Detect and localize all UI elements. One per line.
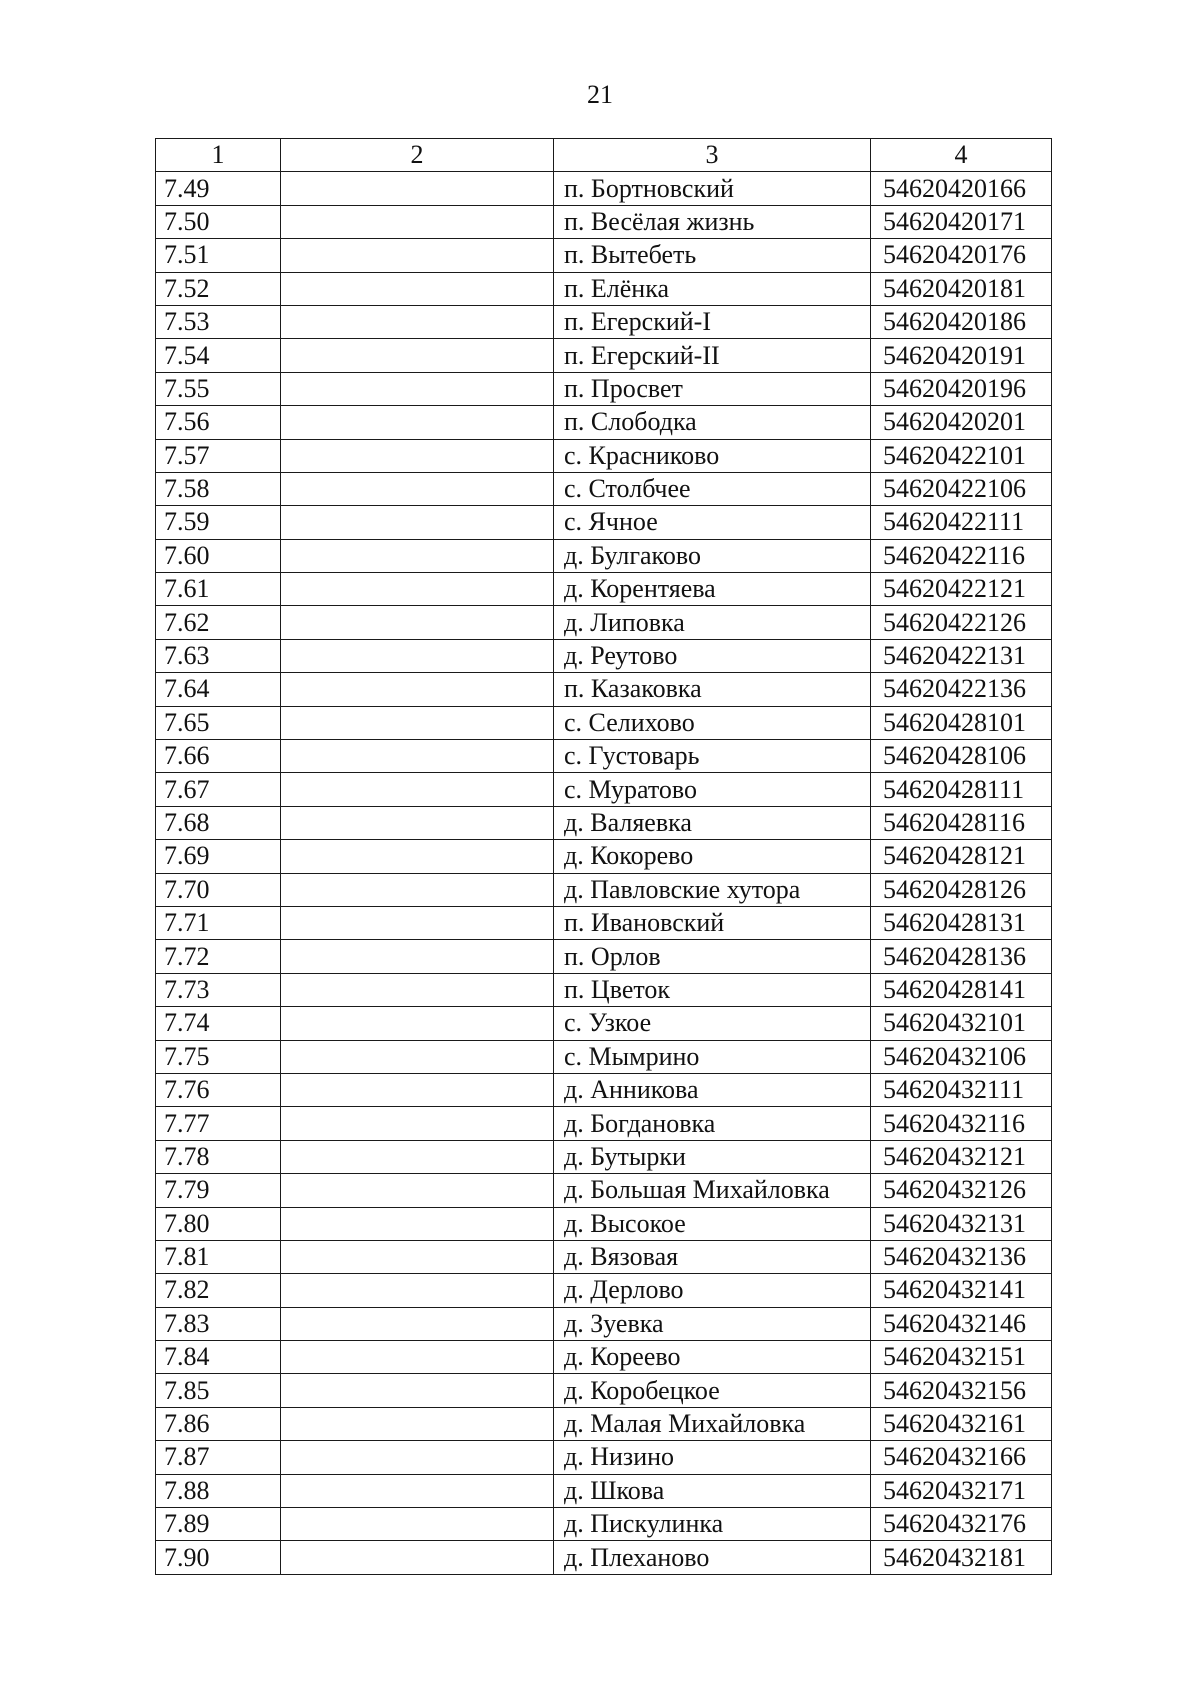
row-number-cell: 7.78 [156, 1140, 281, 1173]
row-number-cell: 7.59 [156, 506, 281, 539]
settlement-name-cell: д. Булгаково [554, 539, 871, 572]
column-2-cell [281, 1508, 554, 1541]
row-number-cell: 7.86 [156, 1407, 281, 1440]
column-2-cell [281, 1207, 554, 1240]
column-2-cell [281, 1441, 554, 1474]
table-row [156, 1474, 1052, 1507]
settlement-name-cell: д. Кореево [554, 1341, 871, 1374]
header-col-2: 2 [281, 139, 554, 172]
header-col-1: 1 [156, 139, 281, 172]
table-row [156, 1307, 1052, 1340]
column-2-cell [281, 339, 554, 372]
row-number-cell: 7.83 [156, 1307, 281, 1340]
settlement-name-cell: д. Пискулинка [554, 1508, 871, 1541]
row-number-cell: 7.50 [156, 205, 281, 238]
column-2-cell [281, 673, 554, 706]
settlement-name-cell: д. Корентяева [554, 573, 871, 606]
oktmo-code-cell: 54620422106 [871, 472, 1052, 505]
column-2-cell [281, 1407, 554, 1440]
row-number-cell: 7.88 [156, 1474, 281, 1507]
row-number-cell: 7.53 [156, 305, 281, 338]
table-row [156, 172, 1052, 205]
column-2-cell [281, 305, 554, 338]
page-number: 21 [587, 80, 613, 109]
oktmo-code-cell: 54620432161 [871, 1407, 1052, 1440]
table-row [156, 906, 1052, 939]
oktmo-code-cell: 54620422101 [871, 439, 1052, 472]
oktmo-code-cell: 54620432156 [871, 1374, 1052, 1407]
settlement-name-cell: с. Ячное [554, 506, 871, 539]
row-number-cell: 7.82 [156, 1274, 281, 1307]
table-row [156, 1508, 1052, 1541]
row-number-cell: 7.67 [156, 773, 281, 806]
oktmo-code-cell: 54620428101 [871, 706, 1052, 739]
oktmo-code-cell: 54620420181 [871, 272, 1052, 305]
settlements-table [155, 138, 1052, 1575]
row-number-cell: 7.61 [156, 573, 281, 606]
table-row [156, 1374, 1052, 1407]
row-number-cell: 7.85 [156, 1374, 281, 1407]
settlement-name-cell: с. Столбчее [554, 472, 871, 505]
settlement-name-cell: д. Малая Михайловка [554, 1407, 871, 1440]
column-2-cell [281, 1474, 554, 1507]
table-row [156, 706, 1052, 739]
settlement-name-cell: п. Весёлая жизнь [554, 205, 871, 238]
header-col-4: 4 [871, 139, 1052, 172]
oktmo-code-cell: 54620420186 [871, 305, 1052, 338]
settlement-name-cell: п. Вытебеть [554, 239, 871, 272]
row-number-cell: 7.62 [156, 606, 281, 639]
row-number-cell: 7.68 [156, 806, 281, 839]
settlement-name-cell: д. Шкова [554, 1474, 871, 1507]
settlement-name-cell: п. Ивановский [554, 906, 871, 939]
table-row [156, 873, 1052, 906]
column-2-cell [281, 573, 554, 606]
settlement-name-cell: с. Селихово [554, 706, 871, 739]
row-number-cell: 7.58 [156, 472, 281, 505]
table-row [156, 539, 1052, 572]
table-row [156, 239, 1052, 272]
table-row [156, 305, 1052, 338]
settlement-name-cell: д. Реутово [554, 639, 871, 672]
row-number-cell: 7.81 [156, 1240, 281, 1273]
oktmo-code-cell: 54620432176 [871, 1508, 1052, 1541]
settlement-name-cell: д. Вязовая [554, 1240, 871, 1273]
oktmo-code-cell: 54620432101 [871, 1007, 1052, 1040]
row-number-cell: 7.56 [156, 406, 281, 439]
settlement-name-cell: д. Плеханово [554, 1541, 871, 1574]
table-row [156, 1441, 1052, 1474]
oktmo-code-cell: 54620420166 [871, 172, 1052, 205]
settlement-name-cell: д. Анникова [554, 1073, 871, 1106]
table-row [156, 1207, 1052, 1240]
column-2-cell [281, 239, 554, 272]
row-number-cell: 7.73 [156, 973, 281, 1006]
table-row [156, 1107, 1052, 1140]
row-number-cell: 7.49 [156, 172, 281, 205]
oktmo-code-cell: 54620428116 [871, 806, 1052, 839]
row-number-cell: 7.60 [156, 539, 281, 572]
oktmo-code-cell: 54620432166 [871, 1441, 1052, 1474]
row-number-cell: 7.70 [156, 873, 281, 906]
table-row [156, 1040, 1052, 1073]
table-row [156, 606, 1052, 639]
settlement-name-cell: с. Муратово [554, 773, 871, 806]
table-row [156, 205, 1052, 238]
row-number-cell: 7.84 [156, 1341, 281, 1374]
oktmo-code-cell: 54620422136 [871, 673, 1052, 706]
column-2-cell [281, 539, 554, 572]
table-row [156, 1240, 1052, 1273]
settlement-name-cell: п. Цветок [554, 973, 871, 1006]
column-2-cell [281, 639, 554, 672]
oktmo-code-cell: 54620422131 [871, 639, 1052, 672]
column-2-cell [281, 706, 554, 739]
column-2-cell [281, 1374, 554, 1407]
oktmo-code-cell: 54620432131 [871, 1207, 1052, 1240]
row-number-cell: 7.54 [156, 339, 281, 372]
row-number-cell: 7.87 [156, 1441, 281, 1474]
oktmo-code-cell: 54620432171 [871, 1474, 1052, 1507]
table-row [156, 1407, 1052, 1440]
header-row [156, 139, 1052, 172]
settlement-name-cell: п. Казаковка [554, 673, 871, 706]
row-number-cell: 7.52 [156, 272, 281, 305]
column-2-cell [281, 1107, 554, 1140]
oktmo-code-cell: 54620432136 [871, 1240, 1052, 1273]
oktmo-code-cell: 54620422116 [871, 539, 1052, 572]
column-2-cell [281, 840, 554, 873]
oktmo-code-cell: 54620432151 [871, 1341, 1052, 1374]
column-2-cell [281, 1073, 554, 1106]
settlement-name-cell: с. Мымрино [554, 1040, 871, 1073]
column-2-cell [281, 1007, 554, 1040]
table-row [156, 840, 1052, 873]
table-row [156, 773, 1052, 806]
oktmo-code-cell: 54620432121 [871, 1140, 1052, 1173]
oktmo-code-cell: 54620420196 [871, 372, 1052, 405]
oktmo-code-cell: 54620428141 [871, 973, 1052, 1006]
settlement-name-cell: п. Егерский-II [554, 339, 871, 372]
row-number-cell: 7.90 [156, 1541, 281, 1574]
oktmo-code-cell: 54620428126 [871, 873, 1052, 906]
table-row [156, 1174, 1052, 1207]
table-row [156, 940, 1052, 973]
oktmo-code-cell: 54620422126 [871, 606, 1052, 639]
column-2-cell [281, 606, 554, 639]
column-2-cell [281, 1274, 554, 1307]
column-2-cell [281, 806, 554, 839]
settlement-name-cell: с. Густоварь [554, 740, 871, 773]
table-row [156, 439, 1052, 472]
oktmo-code-cell: 54620422121 [871, 573, 1052, 606]
oktmo-code-cell: 54620432181 [871, 1541, 1052, 1574]
settlement-name-cell: д. Низино [554, 1441, 871, 1474]
table-row [156, 1073, 1052, 1106]
settlement-name-cell: п. Бортновский [554, 172, 871, 205]
table-row [156, 973, 1052, 1006]
table-row [156, 1140, 1052, 1173]
header-col-3: 3 [554, 139, 871, 172]
row-number-cell: 7.57 [156, 439, 281, 472]
row-number-cell: 7.55 [156, 372, 281, 405]
row-number-cell: 7.77 [156, 1107, 281, 1140]
column-2-cell [281, 172, 554, 205]
row-number-cell: 7.80 [156, 1207, 281, 1240]
row-number-cell: 7.79 [156, 1174, 281, 1207]
oktmo-code-cell: 54620428121 [871, 840, 1052, 873]
column-2-cell [281, 906, 554, 939]
oktmo-code-cell: 54620432116 [871, 1107, 1052, 1140]
column-2-cell [281, 773, 554, 806]
settlement-name-cell: д. Павловские хутора [554, 873, 871, 906]
oktmo-code-cell: 54620428106 [871, 740, 1052, 773]
settlement-name-cell: д. Бутырки [554, 1140, 871, 1173]
row-number-cell: 7.51 [156, 239, 281, 272]
table-row [156, 339, 1052, 372]
settlement-name-cell: д. Коробецкое [554, 1374, 871, 1407]
column-2-cell [281, 1174, 554, 1207]
column-2-cell [281, 439, 554, 472]
table-row [156, 1341, 1052, 1374]
row-number-cell: 7.89 [156, 1508, 281, 1541]
column-2-cell [281, 372, 554, 405]
settlement-name-cell: п. Слободка [554, 406, 871, 439]
oktmo-code-cell: 54620428131 [871, 906, 1052, 939]
row-number-cell: 7.66 [156, 740, 281, 773]
row-number-cell: 7.64 [156, 673, 281, 706]
oktmo-code-cell: 54620428111 [871, 773, 1052, 806]
row-number-cell: 7.76 [156, 1073, 281, 1106]
oktmo-code-cell: 54620428136 [871, 940, 1052, 973]
column-2-cell [281, 1307, 554, 1340]
table-row [156, 1274, 1052, 1307]
table-row [156, 406, 1052, 439]
oktmo-code-cell: 54620432126 [871, 1174, 1052, 1207]
table-row [156, 573, 1052, 606]
table-row [156, 806, 1052, 839]
oktmo-code-cell: 54620420171 [871, 205, 1052, 238]
row-number-cell: 7.71 [156, 906, 281, 939]
oktmo-code-cell: 54620432146 [871, 1307, 1052, 1340]
row-number-cell: 7.72 [156, 940, 281, 973]
column-2-cell [281, 1040, 554, 1073]
settlement-name-cell: д. Дерлово [554, 1274, 871, 1307]
settlement-name-cell: с. Узкое [554, 1007, 871, 1040]
column-2-cell [281, 1541, 554, 1574]
settlement-name-cell: д. Большая Михайловка [554, 1174, 871, 1207]
row-number-cell: 7.75 [156, 1040, 281, 1073]
table-row [156, 740, 1052, 773]
table-row [156, 639, 1052, 672]
settlement-name-cell: с. Красниково [554, 439, 871, 472]
column-2-cell [281, 940, 554, 973]
oktmo-code-cell: 54620420191 [871, 339, 1052, 372]
row-number-cell: 7.65 [156, 706, 281, 739]
column-2-cell [281, 272, 554, 305]
oktmo-code-cell: 54620432106 [871, 1040, 1052, 1073]
table-row [156, 372, 1052, 405]
column-2-cell [281, 205, 554, 238]
settlement-name-cell: п. Просвет [554, 372, 871, 405]
column-2-cell [281, 1341, 554, 1374]
column-2-cell [281, 1140, 554, 1173]
settlement-name-cell: п. Егерский-I [554, 305, 871, 338]
column-2-cell [281, 873, 554, 906]
column-2-cell [281, 740, 554, 773]
oktmo-code-cell: 54620432141 [871, 1274, 1052, 1307]
column-2-cell [281, 472, 554, 505]
table-row [156, 673, 1052, 706]
row-number-cell: 7.74 [156, 1007, 281, 1040]
column-2-cell [281, 973, 554, 1006]
column-2-cell [281, 406, 554, 439]
oktmo-code-cell: 54620420176 [871, 239, 1052, 272]
oktmo-code-cell: 54620420201 [871, 406, 1052, 439]
row-number-cell: 7.69 [156, 840, 281, 873]
column-2-cell [281, 506, 554, 539]
table-row [156, 1541, 1052, 1574]
table-row [156, 506, 1052, 539]
settlement-name-cell: д. Валяевка [554, 806, 871, 839]
table-row [156, 272, 1052, 305]
settlement-name-cell: д. Кокорево [554, 840, 871, 873]
settlement-name-cell: д. Зуевка [554, 1307, 871, 1340]
row-number-cell: 7.63 [156, 639, 281, 672]
settlement-name-cell: д. Богдановка [554, 1107, 871, 1140]
settlement-name-cell: д. Высокое [554, 1207, 871, 1240]
table-row [156, 472, 1052, 505]
table-body [156, 172, 1052, 1574]
settlement-name-cell: п. Елёнка [554, 272, 871, 305]
table-header [156, 139, 1052, 172]
oktmo-code-cell: 54620432111 [871, 1073, 1052, 1106]
settlement-name-cell: д. Липовка [554, 606, 871, 639]
column-2-cell [281, 1240, 554, 1273]
oktmo-code-cell: 54620422111 [871, 506, 1052, 539]
settlement-name-cell: п. Орлов [554, 940, 871, 973]
table-row [156, 1007, 1052, 1040]
